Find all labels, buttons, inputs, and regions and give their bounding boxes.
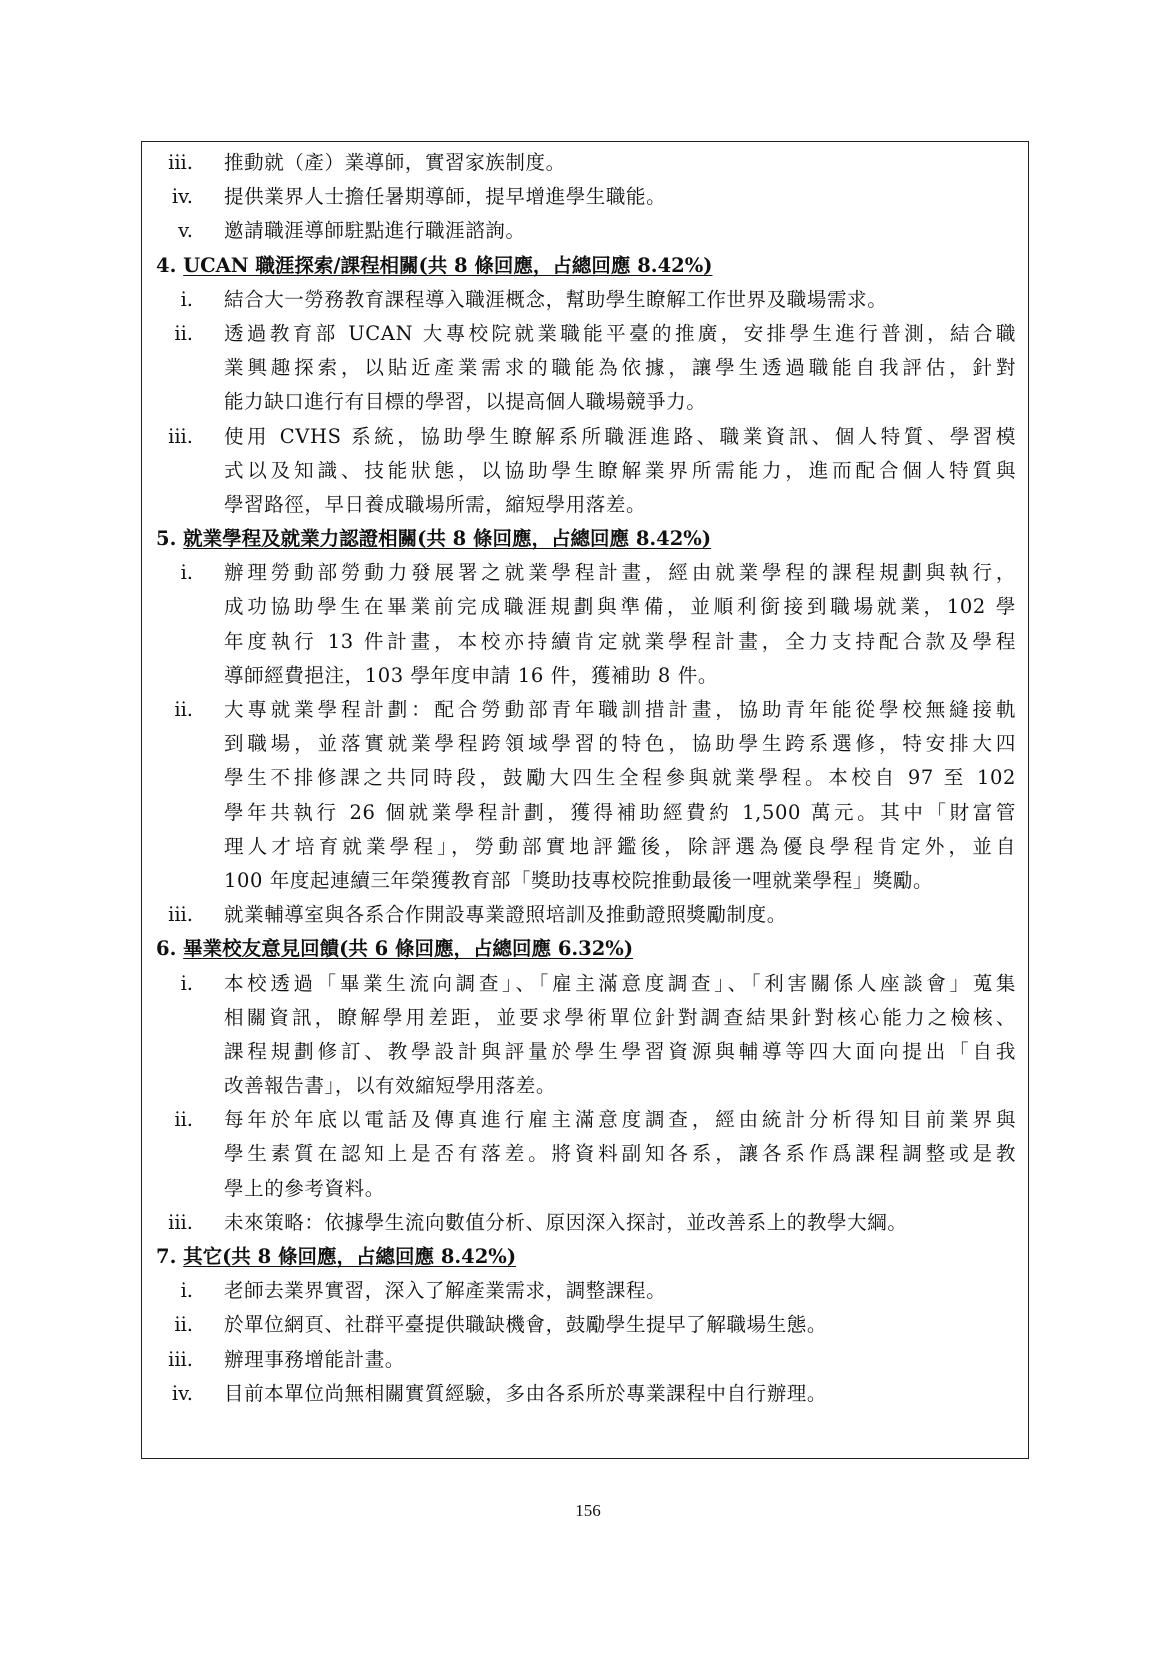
list-item-number: iii. (168, 1347, 193, 1371)
document-body (142, 146, 1028, 1411)
list-item-text: 式以及知識、技能狀態，以協助學生瞭解業界所需能力，進而配合個人特質與 (224, 458, 1016, 482)
list-item-text: 未來策略：依據學生流向數值分析、原因深入探討，並改善系上的教學大綱。 (224, 1210, 908, 1234)
list-item-number: iii. (168, 1210, 193, 1234)
list-item-line (142, 727, 1028, 761)
list-item-line (142, 180, 1028, 214)
list-item-line (142, 1103, 1028, 1137)
list-item-text: 老師去業界實習，深入了解產業需求，調整課程。 (224, 1279, 667, 1303)
list-item-line (142, 1137, 1028, 1171)
list-item-text: 就業輔導室與各系合作開設專業證照培訓及推動證照獎勵制度。 (224, 903, 787, 927)
list-item-text: 100 年度起連續三年榮獲教育部「獎助技專校院推動最後一哩就業學程」獎勵。 (224, 868, 934, 892)
list-item-text: 提供業界人士擔任暑期導師，提早增進學生職能。 (224, 185, 667, 209)
list-item-line (142, 1035, 1028, 1069)
list-item-text: 相關資訊，瞭解學用差距，並要求學術單位針對調查結果針對核心能力之檢核、 (224, 1005, 1016, 1029)
list-item-text: 大專就業學程計劃：配合勞動部青年職訓措計畫，協助青年能從學校無縫接軌 (224, 698, 1016, 721)
page-number: 156 (575, 1501, 601, 1520)
section-title: 畢業校友意見回饋(共 6 條回應，占總回應 6.32%) (183, 937, 634, 961)
section-number: 7. (156, 1245, 177, 1268)
list-item-number: i. (180, 561, 193, 585)
list-item-number: v. (178, 219, 193, 243)
list-item-line (142, 898, 1028, 932)
list-item-line (142, 1343, 1028, 1377)
section-title: 其它(共 8 條回應，占總回應 8.42%) (183, 1245, 517, 1268)
list-item-number: ii. (174, 321, 193, 345)
list-item-line (142, 454, 1028, 488)
list-item-text: 於單位網頁、社群平臺提供職缺機會，鼓勵學生提早了解職場生態。 (224, 1313, 828, 1337)
list-item-number: iii. (168, 424, 193, 448)
section-number: 6. (156, 937, 177, 961)
list-item-line (142, 625, 1028, 659)
list-item-text: 推動就（產）業導師，實習家族制度。 (224, 151, 566, 174)
list-item-text: 理人才培育就業學程」，勞動部實地評鑑後，除評選為優良學程肯定外，並自 (224, 834, 1016, 858)
list-item-line (142, 146, 1028, 180)
list-item-text: 使用 CVHS 系統，協助學生瞭解系所職涯進路、職業資訊、個人特質、學習模 (224, 424, 1016, 448)
list-item-text: 每年於年底以電話及傳真進行雇主滿意度調查，經由統計分析得知目前業界與 (224, 1108, 1016, 1132)
list-item-line (142, 1274, 1028, 1308)
list-item-text: 學年共執行 26 個就業學程計劃，獲得補助經費約 1,500 萬元。其中「財富管 (224, 800, 1016, 824)
list-item-text: 目前本單位尚無相關實質經驗，多由各系所於專業課程中自行辦理。 (224, 1381, 828, 1405)
list-item-number: iv. (171, 185, 193, 209)
list-item-line (142, 351, 1028, 385)
list-item-line (142, 317, 1028, 351)
list-item-text: 年度執行 13 件計畫，本校亦持續肯定就業學程計畫，全力支持配合款及學程 (224, 629, 1016, 653)
list-item-text: 學生不排修課之共同時段，鼓勵大四生全程參與就業學程。本校自 97 至 102 (224, 766, 1016, 790)
list-item-line (142, 967, 1028, 1001)
list-item-line (142, 590, 1028, 624)
section-title: 就業學程及就業力認證相關(共 8 條回應，占總回應 8.42%) (183, 527, 712, 551)
section-title: UCAN 職涯探索/課程相關(共 8 條回應，占總回應 8.42%) (183, 253, 713, 277)
list-item-line (142, 1377, 1028, 1411)
list-item-number: i. (180, 971, 193, 995)
list-item-text: 透過教育部 UCAN 大專校院就業職能平臺的推廣，安排學生進行普測，結合職 (224, 321, 1016, 345)
list-item-line (142, 1069, 1028, 1103)
list-item-line (142, 796, 1028, 830)
list-item-number: iv. (171, 1381, 193, 1405)
list-item-text: 學上的參考資料。 (224, 1176, 385, 1200)
list-item-line (142, 214, 1028, 248)
list-item-line (142, 864, 1028, 898)
list-item-line (142, 1308, 1028, 1342)
list-item-line (142, 659, 1028, 693)
list-item-number: ii. (174, 1108, 193, 1132)
list-item-number: i. (180, 287, 193, 311)
list-item-line (142, 1172, 1028, 1206)
section-number: 5. (156, 527, 177, 551)
list-item-line (142, 488, 1028, 522)
list-item-text: 學習路徑，早日養成職場所需，縮短學用落差。 (224, 492, 647, 516)
list-item-text: 辦理勞動部勞動力發展署之就業學程計畫，經由就業學程的課程規劃與執行， (224, 561, 1016, 585)
section-heading (142, 249, 1028, 283)
list-item-line (142, 385, 1028, 419)
list-item-text: 成功協助學生在畢業前完成職涯規劃與準備，並順利銜接到職場就業，102 學 (224, 595, 1016, 619)
list-item-text: 本校透過「畢業生流向調查」、「雇主滿意度調查」、「利害關係人座談會」蒐集 (224, 971, 1016, 995)
list-item-line (142, 761, 1028, 795)
list-item-text: 業興趣探索，以貼近產業需求的職能為依據，讓學生透過職能自我評估，針對 (224, 356, 1016, 380)
list-item-number: ii. (174, 698, 193, 721)
list-item-line (142, 830, 1028, 864)
section-heading (142, 522, 1028, 556)
list-item-number: iii. (168, 903, 193, 927)
section-heading (142, 1240, 1028, 1274)
list-item-number: iii. (168, 151, 193, 174)
list-item-text: 學生素質在認知上是否有落差。將資料副知各系，讓各系作爲課程調整或是教 (224, 1142, 1016, 1166)
list-item-text: 導師經費挹注，103 學年度申請 16 件，獲補助 8 件。 (224, 663, 718, 687)
list-item-text: 改善報告書」，以有效縮短學用落差。 (224, 1074, 556, 1098)
list-item-text: 辦理事務增能計畫。 (224, 1347, 405, 1371)
list-item-number: ii. (174, 1313, 193, 1337)
list-item-line (142, 556, 1028, 590)
section-heading (142, 932, 1028, 966)
list-item-line (142, 693, 1028, 727)
list-item-text: 到職場，並落實就業學程跨領域學習的特色，協助學生跨系選修，特安排大四 (224, 732, 1016, 756)
list-item-text: 邀請職涯導師駐點進行職涯諮詢。 (224, 219, 526, 243)
list-item-line (142, 1206, 1028, 1240)
list-item-text: 課程規劃修訂、教學設計與評量於學生學習資源與輔導等四大面向提出「自我 (224, 1039, 1016, 1063)
list-item-line (142, 283, 1028, 317)
section-number: 4. (156, 253, 177, 277)
list-item-text: 結合大一勞務教育課程導入職涯概念，幫助學生瞭解工作世界及職場需求。 (224, 287, 888, 311)
list-item-line (142, 1001, 1028, 1035)
list-item-text: 能力缺口進行有目標的學習，以提高個人職場競爭力。 (224, 390, 707, 414)
list-item-line (142, 420, 1028, 454)
list-item-number: i. (180, 1279, 193, 1303)
content-frame (141, 141, 1029, 1459)
